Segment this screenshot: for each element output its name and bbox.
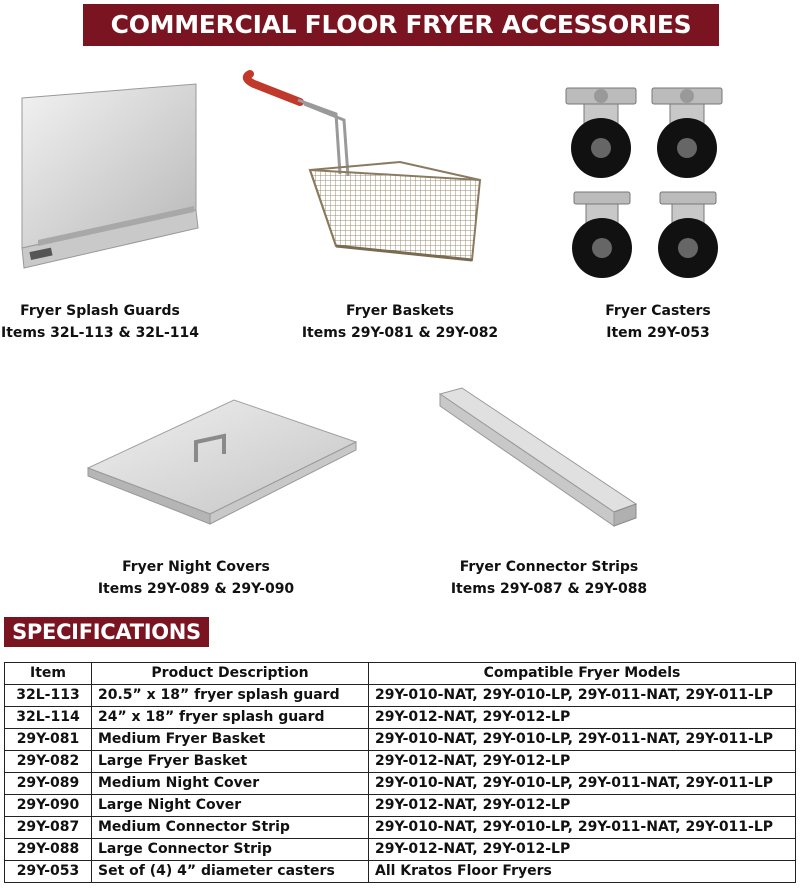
table-row — [5, 685, 796, 707]
table-row — [5, 729, 796, 751]
table-cell: 32L-114 — [5, 707, 92, 729]
table-cell: 29Y-010-NAT, 29Y-010-LP, 29Y-011-NAT, 29Y-011-LP — [369, 817, 796, 839]
product-caption: Fryer Baskets Items 29Y-081 & 29Y-082 — [301, 303, 499, 341]
table-row — [5, 861, 796, 883]
table-cell: Large Fryer Basket — [92, 751, 369, 773]
table-cell: 29Y-010-NAT, 29Y-010-LP, 29Y-011-NAT, 29Y-011-LP — [369, 729, 796, 751]
table-cell: 29Y-089 — [5, 773, 92, 795]
table-cell: 20.5” x 18” fryer splash guard — [92, 685, 369, 707]
table-cell: Medium Fryer Basket — [92, 729, 369, 751]
table-cell: Medium Night Cover — [92, 773, 369, 795]
night-cover-image — [84, 396, 360, 532]
table-row — [5, 751, 796, 773]
table-row — [5, 795, 796, 817]
table-cell: 29Y-010-NAT, 29Y-010-LP, 29Y-011-NAT, 29Y-011-LP — [369, 685, 796, 707]
product-caption: Fryer Night Covers Items 29Y-089 & 29Y-090 — [97, 559, 295, 597]
table-cell: 29Y-081 — [5, 729, 92, 751]
casters-image — [560, 82, 740, 290]
table-cell: 29Y-087 — [5, 817, 92, 839]
column-header: Compatible Fryer Models — [369, 663, 796, 685]
table-row — [5, 817, 796, 839]
table-cell: 29Y-012-NAT, 29Y-012-LP — [369, 839, 796, 861]
page-title: COMMERCIAL FLOOR FRYER ACCESSORIES — [83, 4, 719, 46]
table-cell: Medium Connector Strip — [92, 817, 369, 839]
table-cell: 29Y-090 — [5, 795, 92, 817]
table-cell: 29Y-053 — [5, 861, 92, 883]
table-cell: 29Y-088 — [5, 839, 92, 861]
table-row — [5, 839, 796, 861]
table-header-row — [5, 663, 796, 685]
product-caption: Fryer Casters Item 29Y-053 — [605, 303, 711, 341]
table-cell: 29Y-012-NAT, 29Y-012-LP — [369, 707, 796, 729]
table-cell: Large Night Cover — [92, 795, 369, 817]
table-cell: Large Connector Strip — [92, 839, 369, 861]
specifications-table — [4, 662, 796, 883]
fryer-basket-image — [240, 70, 490, 280]
table-row — [5, 707, 796, 729]
table-cell: 29Y-010-NAT, 29Y-010-LP, 29Y-011-NAT, 29Y-011-LP — [369, 773, 796, 795]
column-header: Product Description — [92, 663, 369, 685]
table-cell: Set of (4) 4” diameter casters — [92, 861, 369, 883]
table-cell: 29Y-012-NAT, 29Y-012-LP — [369, 795, 796, 817]
table-cell: All Kratos Floor Fryers — [369, 861, 796, 883]
column-header: Item — [5, 663, 92, 685]
product-caption: Fryer Splash Guards Items 32L-113 & 32L-114 — [0, 303, 200, 341]
table-row — [5, 773, 796, 795]
table-cell: 24” x 18” fryer splash guard — [92, 707, 369, 729]
table-cell: 29Y-012-NAT, 29Y-012-LP — [369, 751, 796, 773]
product-caption: Fryer Connector Strips Items 29Y-087 & 29Y-088 — [450, 559, 648, 597]
table-cell: 32L-113 — [5, 685, 92, 707]
specifications-heading: SPECIFICATIONS — [4, 617, 209, 647]
splash-guard-image — [18, 80, 200, 280]
connector-strip-image — [436, 384, 640, 532]
table-cell: 29Y-082 — [5, 751, 92, 773]
